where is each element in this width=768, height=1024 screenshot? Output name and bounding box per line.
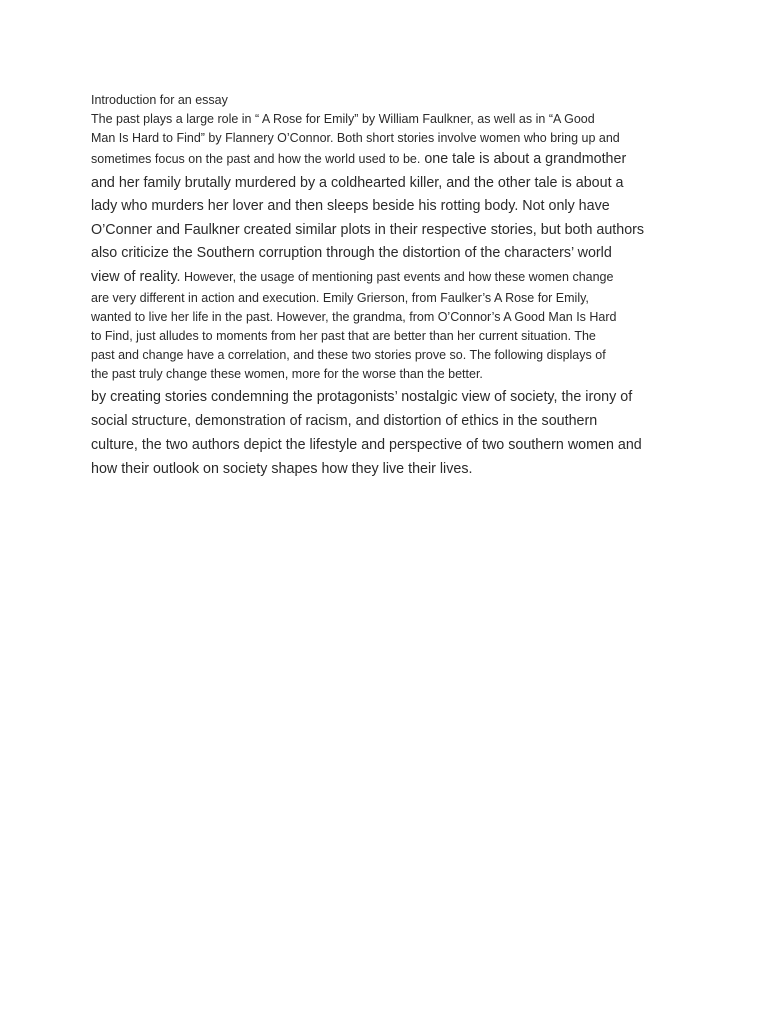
paragraph-line: how their outlook on society shapes how they live their lives.: [91, 461, 473, 477]
paragraph-line: wanted to live her life in the past. However, the grandma, from O’Connor’s A Good Man Is Hard: [91, 310, 617, 324]
paragraph-line: to Find, just alludes to moments from her past that are better than her current situation. The: [91, 329, 596, 343]
essay-heading: Introduction for an essay: [91, 93, 228, 107]
paragraph-line: The past plays a large role in “ A Rose for Emily” by William Faulkner, as well as in “A Good: [91, 112, 595, 126]
paragraph-two: [91, 385, 681, 481]
paragraph-line: culture, the two authors depict the lifestyle and perspective of two southern women and: [91, 437, 642, 453]
paragraph-line: [91, 148, 681, 172]
paragraph-line: also criticize the Southern corruption through the distortion of the characters’ world: [91, 245, 612, 261]
essay-text-block: [91, 91, 681, 481]
paragraph-one: [91, 110, 681, 384]
paragraph-line-segment: one tale is about a grandmother: [420, 151, 627, 167]
paragraph-line: [91, 266, 681, 290]
paragraph-line-segment: However, the usage of mentioning past events and how these women change: [180, 269, 614, 284]
paragraph-line-segment: sometimes focus on the past and how the world used to be.: [91, 152, 421, 166]
paragraph-line: past and change have a correlation, and these two stories prove so. The following displays of: [91, 348, 606, 362]
paragraph-line: social structure, demonstration of racism, and distortion of ethics in the southern: [91, 413, 598, 429]
paragraph-line: Man Is Hard to Find” by Flannery O’Connor. Both short stories involve women who bring up and: [91, 131, 620, 145]
paragraph-line: lady who murders her lover and then sleeps beside his rotting body. Not only have: [91, 198, 610, 214]
paragraph-line: O’Conner and Faulkner created similar plots in their respective stories, but both authors: [91, 221, 645, 238]
paragraph-line: and her family brutally murdered by a coldhearted killer, and the other tale is about a: [91, 174, 624, 191]
paragraph-line: are very different in action and execution. Emily Grierson, from Faulker’s A Rose for Emily,: [91, 291, 589, 305]
paragraph-line: the past truly change these women, more for the worse than the better.: [91, 367, 483, 381]
paragraph-line: by creating stories condemning the protagonists’ nostalgic view of society, the irony of: [91, 389, 633, 405]
paragraph-line-segment: view of reality.: [91, 268, 181, 285]
